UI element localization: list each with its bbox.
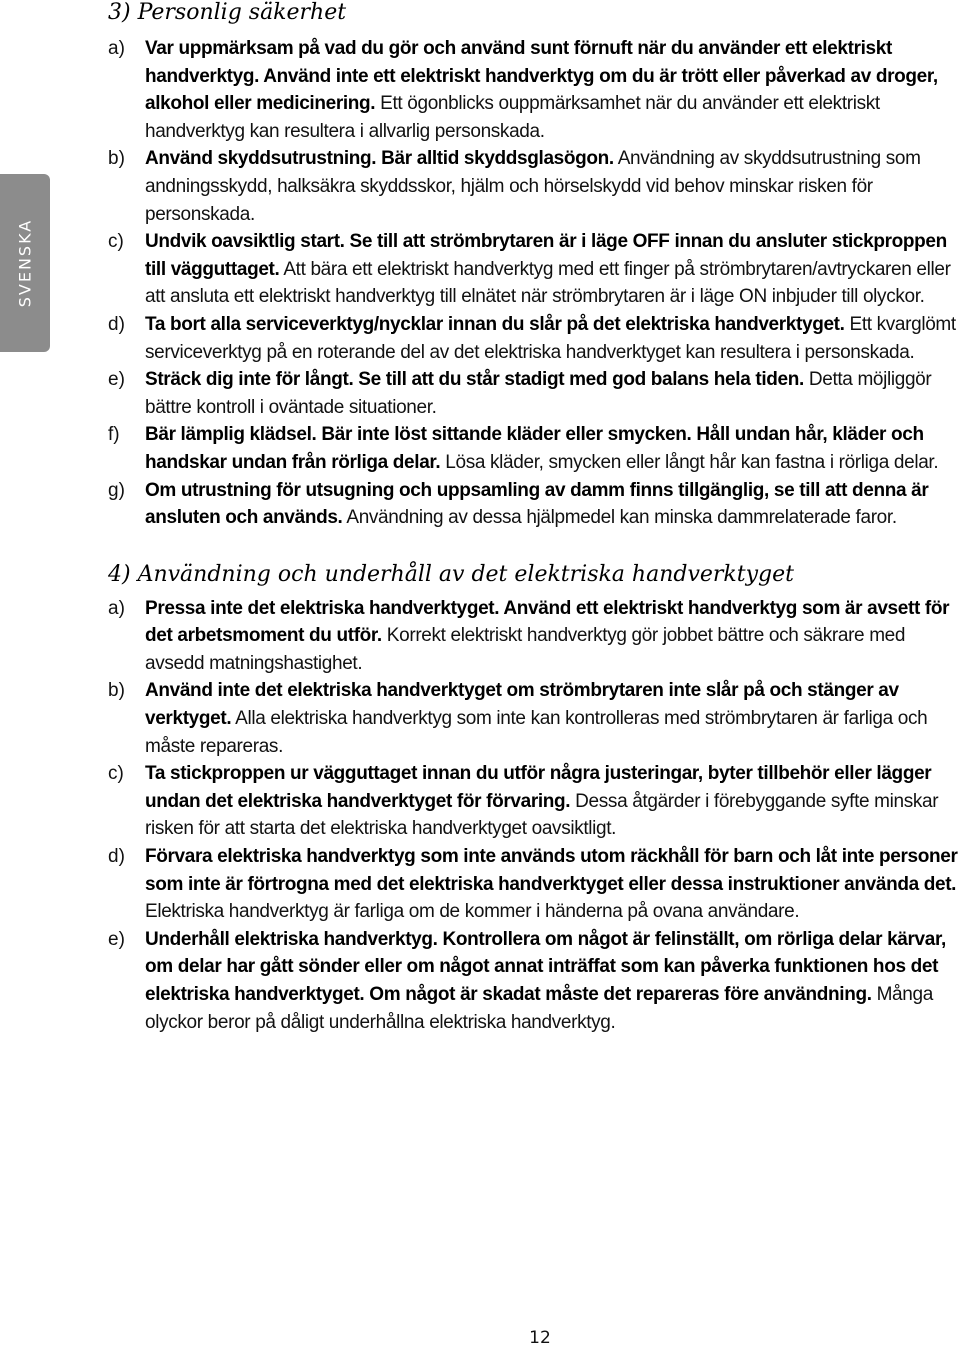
item-text: Att bära ett elektriskt handverktyg med ett finger på strömbrytaren/avtryckaren eller att ansluta ett elektriskt handverktyg till elnätet när strömbrytaren är i läge ON inbjuder till olyckor. (145, 258, 951, 308)
item-text: Användning av skyddsutrustning som andningsskydd, halksäkra skyddsskor, hjälm och hörselskydd vid behov minskar risken för personskada. (145, 148, 921, 225)
section-tool-use-and-maintenance (108, 562, 960, 1037)
item-label: b) (108, 148, 125, 170)
item-bold-text: Bär lämplig klädsel. Bär inte löst sittande kläder eller smycken. Håll undan hår, kläder och handskar undan från rörliga delar. (145, 424, 924, 473)
list-item (108, 843, 960, 926)
item-text: Ett ögonblicks ouppmärksamhet när du använder ett elektriskt handverktyg kan resultera i allvarlig personskada. (145, 93, 880, 142)
list-item (108, 760, 960, 843)
item-bold-text: Var uppmärksam på vad du gör och använd sunt förnuft när du använder ett elektriskt handverktyg. Använd inte ett elektriskt handverktyg om du är trött eller påverkad av droger, alkohol eller medicinering. (145, 38, 938, 115)
item-label: e) (108, 928, 125, 950)
language-side-tab (0, 174, 50, 352)
list-item (108, 228, 960, 311)
item-label: g) (108, 479, 125, 501)
item-bold-text: Pressa inte det elektriska handverktyget. Använd ett elektriskt handverktyg som är avsett för det arbetsmoment du utför. (145, 597, 950, 647)
item-bold-text: Förvara elektriska handverktyg som inte används utom räckhåll för barn och låt inte personer som inte är förtrogna med det elektriska handverktyget eller dessa instruktioner använda det. (145, 846, 958, 895)
section-personal-safety (108, 0, 960, 532)
list-item (108, 477, 960, 532)
item-text: Korrekt elektriskt handverktyg gör jobbet bättre och säkrare med avsedd matningshastighet. (145, 625, 906, 674)
side-tab-label: SVENSKA (15, 218, 35, 308)
section-heading: 3) Personlig säkerhet (108, 0, 347, 25)
item-bold-text: Använd inte det elektriska handverktyget om strömbrytaren inte slår på och stänger av verktyget. (145, 680, 899, 730)
list-item (108, 421, 960, 476)
list-item (108, 366, 960, 421)
item-text: Dessa åtgärder i förebyggande syfte minskar risken för att starta det elektriska handverktyget oavsiktligt. (145, 790, 939, 840)
page-content (108, 0, 960, 1036)
list-item (108, 145, 960, 228)
item-label: a) (108, 597, 125, 619)
item-label: f) (108, 424, 120, 446)
item-label: b) (108, 680, 125, 702)
item-bold-text: Ta stickproppen ur vägguttaget innan du utför några justeringar, byter tillbehör eller lägger undan det elektriska handverktyget för förvaring. (145, 763, 932, 812)
item-bold-text: Underhåll elektriska handverktyg. Kontrollera om något är felinställt, om rörliga delar kärvar, om delar har gått sönder eller om något annat inträffat som kan påverka funktionen hos det elektriska handverktyget. Om något är skadat måste det repareras före användning. (145, 928, 946, 1005)
item-label: e) (108, 369, 125, 391)
page-number: 12 (529, 1328, 551, 1348)
item-text: Alla elektriska handverktyg som inte kan kontrolleras med strömbrytaren är farliga och måste repareras. (145, 708, 928, 757)
item-label: d) (108, 846, 125, 868)
item-text: Många olyckor beror på dåligt underhållna elektriska handverktyg. (145, 984, 933, 1033)
item-text: Användning av dessa hjälpmedel kan minska dammrelaterade faror. (342, 507, 897, 529)
item-bold-text: Ta bort alla serviceverktyg/nycklar innan du slår på det elektriska handverktyget. (145, 313, 845, 335)
item-label: d) (108, 313, 125, 335)
item-bold-text: Om utrustning för utsugning och uppsamling av damm finns tillgänglig, se till att denna är ansluten och används. (145, 479, 929, 529)
item-bold-text: Sträck dig inte för långt. Se till att du står stadigt med god balans hela tiden. (145, 369, 804, 391)
item-label: c) (108, 763, 124, 785)
item-label: a) (108, 38, 125, 59)
item-bold-text: Använd skyddsutrustning. Bär alltid skyddsglasögon. (145, 148, 614, 170)
list-item (108, 677, 960, 760)
item-text: Elektriska handverktyg är farliga om de kommer i händerna på ovana användare. (145, 901, 800, 923)
list-item (108, 595, 960, 678)
item-text: Ett kvarglömt serviceverktyg på en roterande del av det elektriska handverktyget kan resultera i personskada. (145, 313, 956, 363)
item-label: c) (108, 231, 124, 253)
list-item (108, 35, 960, 145)
list-item (108, 926, 960, 1036)
item-text: Lösa kläder, smycken eller långt hår kan fastna i rörliga delar. (440, 451, 939, 473)
item-bold-text: Undvik oavsiktlig start. Se till att strömbrytaren är i läge OFF innan du ansluter stickproppen till vägguttaget. (145, 231, 947, 280)
section-heading: 4) Användning och underhåll av det elektriska handverktyget (108, 561, 794, 587)
item-text: Detta möjliggör bättre kontroll i oväntade situationer. (145, 369, 932, 418)
list-item (108, 311, 960, 366)
